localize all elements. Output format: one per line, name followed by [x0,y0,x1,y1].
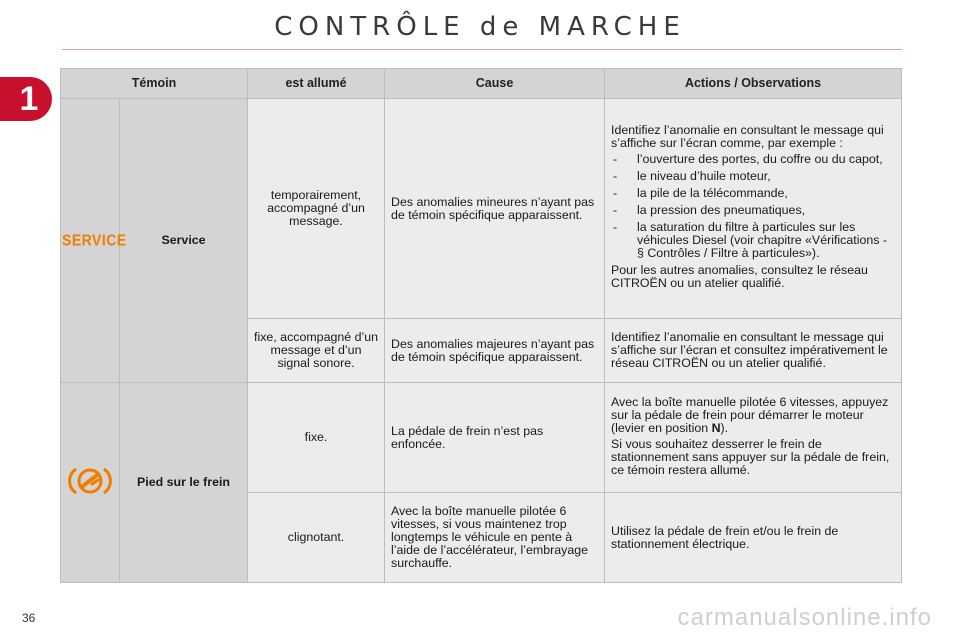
chapter-tab: 1 [0,77,52,121]
page-number: 36 [22,611,36,625]
column-header-est-allume: est allumé [248,69,385,99]
warning-lights-table [60,68,902,583]
column-header-cause: Cause [385,69,605,99]
brake-icon-cell [61,383,120,583]
list-item: - l’ouverture des portes, du coffre ou du capot, [611,153,895,166]
column-header-temoin: Témoin [61,69,248,99]
table-header-row [61,69,902,99]
service-warning-icon: SERVICE [62,230,127,249]
warning-name-pied-sur-le-frein: Pied sur le frein [120,383,248,583]
action-cell: Identifiez l’anomalie en consultant le message qui s’affiche sur l’écran et consultez impérativement le réseau CITROËN ou un atelier qualifié. [605,319,902,383]
service-icon-cell [61,99,127,383]
cause-cell: Des anomalies mineures n’ayant pas de témoin spécifique apparaissent. [385,99,605,319]
list-item: - la pression des pneumatiques, [611,204,895,217]
action-cell [605,99,902,319]
action-paragraph: Si vous souhaitez desserrer le frein de stationnement sans appuyer sur la pédale de frein, ce témoin restera allumé. [611,436,890,477]
table-row [61,383,902,493]
cause-cell: Avec la boîte manuelle pilotée 6 vitesses, si vous maintenez trop longtemps le véhicule en pente à l’aide de l’accélérateur, l’embrayage surchauffe. [385,493,605,583]
action-cell [605,383,902,493]
list-item: - la pile de la télécommande, [611,187,895,200]
action-outro: Pour les autres anomalies, consultez le réseau CITROËN ou un atelier qualifié. [611,263,868,290]
column-header-actions: Actions / Observations [605,69,902,99]
table-row [61,99,902,319]
watermark: carmanualsonline.info [677,604,932,631]
action-list [611,153,895,260]
state-cell: temporairement, accompagné d’un message. [248,99,385,319]
state-cell: fixe. [248,383,385,493]
list-item: - la saturation du filtre à particules sur les véhicules Diesel (voir chapitre «Vérifications - § Contrôles / Filtre à particules»). [611,221,895,260]
warning-name-service: Service [120,99,248,383]
state-cell: fixe, accompagné d’un message et d’un signal sonore. [248,319,385,383]
title-divider [62,49,902,50]
page-title: CONTRÔLE de MARCHE [274,12,686,42]
brake-pedal-warning-icon [68,464,112,498]
action-cell: Utilisez la pédale de frein et/ou le frein de stationnement électrique. [605,493,902,583]
state-cell: clignotant. [248,493,385,583]
gear-position-n: N [711,420,721,435]
list-item: - le niveau d’huile moteur, [611,170,895,183]
action-intro: Identifiez l’anomalie en consultant le message qui s’affiche sur l’écran comme, par exemple : [611,123,884,150]
cause-cell: Des anomalies majeures n’ayant pas de témoin spécifique apparaissent. [385,319,605,383]
cause-cell: La pédale de frein n’est pas enfoncée. [385,383,605,493]
action-paragraph: Avec la boîte manuelle pilotée 6 vitesses, appuyez sur la pédale de frein pour démarrer le moteur (levier en position N). [611,394,889,435]
